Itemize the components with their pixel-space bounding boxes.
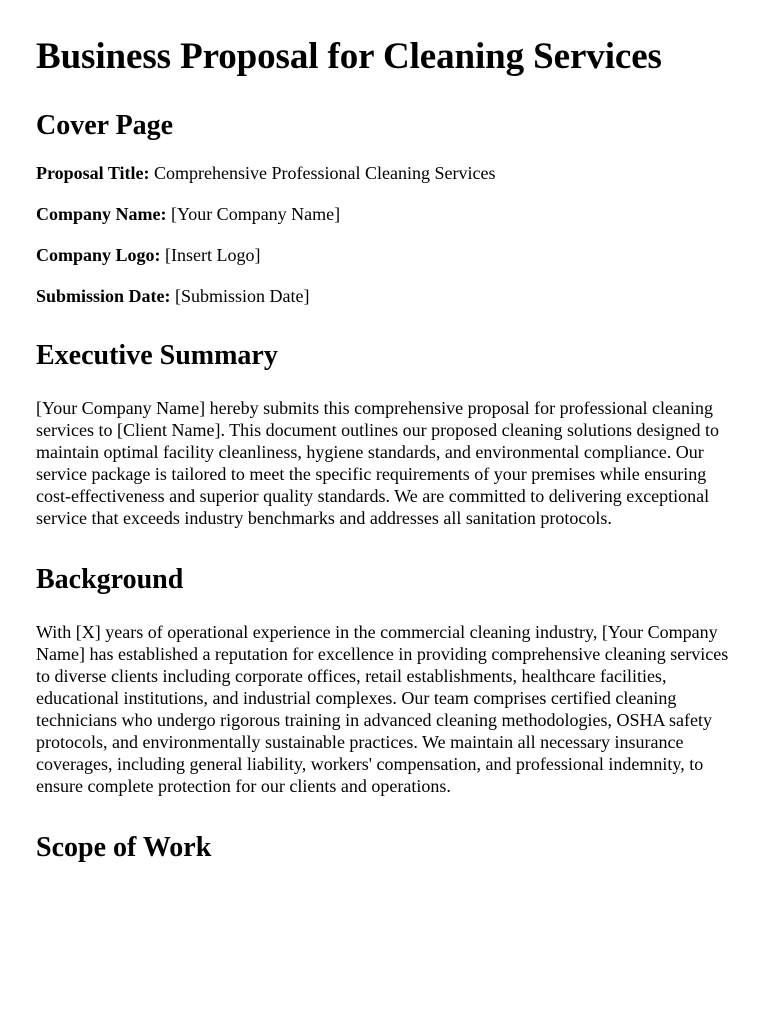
- section-heading-executive-summary: Executive Summary: [36, 340, 278, 371]
- field-label: Company Logo:: [36, 245, 161, 265]
- field-label: Company Name:: [36, 204, 167, 224]
- field-value: [Insert Logo]: [165, 245, 261, 265]
- field-value: Comprehensive Professional Cleaning Services: [154, 163, 496, 183]
- section-heading-background: Background: [36, 564, 184, 595]
- field-company-name: [36, 204, 734, 225]
- document-title: Business Proposal for Cleaning Services: [36, 36, 662, 77]
- field-label: Submission Date:: [36, 286, 171, 306]
- field-value: [Submission Date]: [175, 286, 310, 306]
- executive-summary-paragraph: [Your Company Name] hereby submits this comprehensive proposal for professional cleaning services to [Client Name]. This document outlines our proposed cleaning solutions designed to maintain optimal facility cleanliness, hygiene standards, and environmental compliance. Our service package is tailored to meet the specific requirements of your premises while ensuring cost-effectiveness and superior quality standards. We are committed to delivering exceptional service that exceeds industry benchmarks and addresses all sanitation protocols.: [36, 398, 720, 528]
- field-company-logo: [36, 245, 734, 266]
- background-paragraph: With [X] years of operational experience in the commercial cleaning industry, [Your Company Name] has established a reputation for excellence in providing comprehensive cleaning services to diverse clients including corporate offices, retail establishments, healthcare facilities, educational institutions, and industrial complexes. Our team comprises certified cleaning technicians who undergo rigorous training in advanced cleaning methodologies, OSHA safety protocols, and environmentally sustainable practices. We maintain all necessary insurance coverages, including general liability, workers' compensation, and professional indemnity, to ensure complete protection for our clients and operations.: [36, 622, 729, 796]
- section-heading-cover-page: Cover Page: [36, 110, 174, 141]
- section-heading-scope-of-work: Scope of Work: [36, 832, 212, 863]
- field-label: Proposal Title:: [36, 163, 150, 183]
- field-proposal-title: [36, 163, 734, 184]
- field-value: [Your Company Name]: [171, 204, 341, 224]
- field-submission-date: [36, 286, 734, 307]
